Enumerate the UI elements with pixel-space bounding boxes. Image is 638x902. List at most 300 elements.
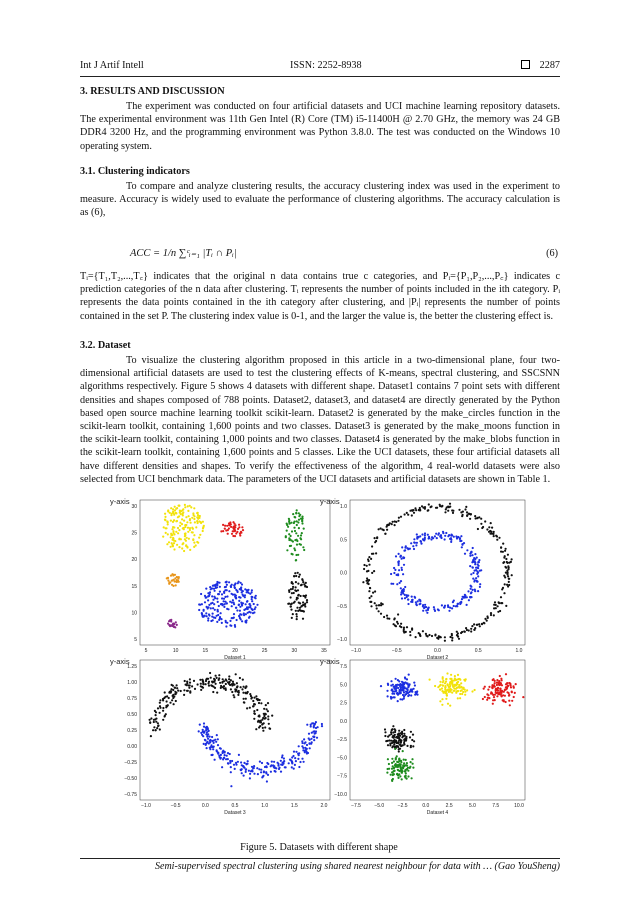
data-point bbox=[235, 532, 237, 534]
data-point bbox=[452, 512, 454, 514]
data-point bbox=[215, 683, 217, 685]
data-point bbox=[447, 703, 449, 705]
data-point bbox=[282, 763, 284, 765]
data-point bbox=[181, 518, 183, 520]
data-point bbox=[486, 620, 488, 622]
x-tick-label: 10.0 bbox=[514, 803, 524, 809]
data-point bbox=[174, 574, 176, 576]
data-point bbox=[375, 552, 377, 554]
data-point bbox=[404, 513, 406, 515]
data-point bbox=[218, 674, 220, 676]
data-point bbox=[186, 537, 188, 539]
data-point bbox=[173, 514, 175, 516]
data-point bbox=[256, 767, 258, 769]
data-point bbox=[321, 725, 323, 727]
data-point bbox=[502, 543, 504, 545]
data-point bbox=[407, 695, 409, 697]
data-point bbox=[219, 616, 221, 618]
data-point bbox=[403, 590, 405, 592]
data-point bbox=[190, 522, 192, 524]
data-point bbox=[224, 754, 226, 756]
x-tick-label: 2.5 bbox=[445, 803, 453, 809]
data-point bbox=[299, 574, 301, 576]
data-point bbox=[213, 596, 215, 598]
data-point bbox=[483, 688, 485, 690]
data-point bbox=[388, 739, 390, 741]
data-point bbox=[253, 710, 255, 712]
data-point bbox=[171, 684, 173, 686]
data-point bbox=[299, 761, 301, 763]
data-point bbox=[201, 734, 203, 736]
data-point bbox=[397, 736, 399, 738]
data-point bbox=[301, 742, 303, 744]
data-point bbox=[424, 532, 426, 534]
data-point bbox=[210, 744, 212, 746]
data-point bbox=[220, 687, 222, 689]
data-point bbox=[191, 685, 193, 687]
data-point bbox=[474, 590, 476, 592]
data-point bbox=[447, 606, 449, 608]
data-point bbox=[211, 595, 213, 597]
data-point bbox=[205, 680, 207, 682]
data-point bbox=[373, 570, 375, 572]
data-point bbox=[221, 622, 223, 624]
data-point bbox=[231, 533, 233, 535]
data-point bbox=[246, 763, 248, 765]
data-point bbox=[406, 778, 408, 780]
issn: ISSN: 2252-8938 bbox=[290, 60, 362, 71]
data-point bbox=[396, 583, 398, 585]
data-point bbox=[298, 754, 300, 756]
data-point bbox=[235, 597, 237, 599]
data-point bbox=[405, 759, 407, 761]
data-point bbox=[254, 606, 256, 608]
data-point bbox=[159, 707, 161, 709]
data-point bbox=[499, 691, 501, 693]
data-point bbox=[493, 696, 495, 698]
y-tick-label: 1.00 bbox=[127, 680, 137, 686]
subsection-paragraph: To compare and analyze clustering results, the accuracy clustering index was used in the experiment to measure. Accuracy is widely used to evaluate the performance of clustering algorithms. The accuracy calculation is as (6), bbox=[80, 181, 560, 219]
data-point bbox=[237, 761, 239, 763]
data-point bbox=[479, 583, 481, 585]
data-point bbox=[503, 557, 505, 559]
data-point bbox=[172, 511, 174, 513]
y-tick-label: 0.0 bbox=[340, 570, 347, 577]
data-point bbox=[235, 673, 237, 675]
data-point bbox=[170, 520, 172, 522]
data-point bbox=[407, 775, 409, 777]
data-point bbox=[399, 689, 401, 691]
data-point bbox=[258, 714, 260, 716]
data-point bbox=[182, 513, 184, 515]
data-point bbox=[237, 591, 239, 593]
data-point bbox=[263, 770, 265, 772]
data-point bbox=[292, 613, 294, 615]
data-point bbox=[490, 612, 492, 614]
data-point bbox=[303, 761, 305, 763]
data-point bbox=[509, 704, 511, 706]
data-point bbox=[245, 621, 247, 623]
data-point bbox=[449, 691, 451, 693]
data-point bbox=[416, 533, 418, 535]
data-point bbox=[267, 710, 269, 712]
data-point bbox=[503, 575, 505, 577]
data-point bbox=[197, 683, 199, 685]
data-point bbox=[187, 527, 189, 529]
data-point bbox=[239, 610, 241, 612]
data-point bbox=[407, 514, 409, 516]
x-tick-label: 25 bbox=[261, 648, 268, 654]
data-point bbox=[241, 688, 243, 690]
data-point bbox=[229, 620, 231, 622]
data-point bbox=[262, 730, 264, 732]
data-point bbox=[493, 614, 495, 616]
data-point bbox=[214, 590, 216, 592]
data-point bbox=[393, 572, 395, 574]
data-point bbox=[311, 732, 313, 734]
data-point bbox=[184, 524, 186, 526]
y-tick-label: 1.0 bbox=[340, 504, 347, 510]
data-point bbox=[476, 581, 478, 583]
data-point bbox=[302, 610, 304, 612]
data-point bbox=[207, 617, 209, 619]
data-point bbox=[214, 759, 216, 761]
data-point bbox=[413, 512, 415, 514]
data-point bbox=[313, 736, 315, 738]
data-point bbox=[468, 513, 470, 515]
data-point bbox=[295, 590, 297, 592]
data-point bbox=[233, 602, 235, 604]
data-point bbox=[244, 596, 246, 598]
data-point bbox=[398, 569, 400, 571]
panel-frame bbox=[140, 660, 330, 800]
data-point bbox=[486, 699, 488, 701]
data-point bbox=[290, 609, 292, 611]
data-point bbox=[226, 525, 228, 527]
data-point bbox=[169, 625, 171, 627]
data-point bbox=[245, 692, 247, 694]
data-point bbox=[212, 607, 214, 609]
data-point bbox=[213, 740, 215, 742]
data-point bbox=[224, 596, 226, 598]
data-point bbox=[511, 574, 513, 576]
data-point bbox=[421, 505, 423, 507]
data-point bbox=[207, 599, 209, 601]
data-point bbox=[172, 521, 174, 523]
data-point bbox=[505, 572, 507, 574]
data-point bbox=[403, 564, 405, 566]
data-point bbox=[251, 598, 253, 600]
data-point bbox=[476, 570, 478, 572]
data-point bbox=[153, 721, 155, 723]
y-tick-label: −10.0 bbox=[334, 792, 347, 798]
data-point bbox=[174, 691, 176, 693]
data-point bbox=[223, 757, 225, 759]
data-point bbox=[267, 702, 269, 704]
data-point bbox=[226, 584, 228, 586]
data-point bbox=[199, 724, 201, 726]
data-point bbox=[298, 745, 300, 747]
data-point bbox=[504, 566, 506, 568]
data-point bbox=[168, 541, 170, 543]
data-point bbox=[261, 776, 263, 778]
data-point bbox=[291, 553, 293, 555]
data-point bbox=[410, 761, 412, 763]
data-point bbox=[295, 532, 297, 534]
data-point bbox=[170, 534, 172, 536]
data-point bbox=[439, 504, 441, 506]
data-point bbox=[387, 744, 389, 746]
data-point bbox=[397, 561, 399, 563]
definition-paragraph: Tᵢ={T₁,T₂,...,T꜀} indicates that the original n data contains true c categories, and Pᵢ={P₁,P₂,...,P꜀} indicates c prediction categories of the n data after clustering. Tᵢ represents the number of points included in the ith category. Pᵢ represents the data points contained in the ith category after clustering, and |Pᵢ| represents the number of points contained in the set P. The clustering index value is 0-1, and the larger the value is, the better the clustering effect is. bbox=[80, 271, 560, 322]
data-point bbox=[233, 694, 235, 696]
data-point bbox=[176, 576, 178, 578]
data-point bbox=[384, 735, 386, 737]
data-point bbox=[302, 517, 304, 519]
data-point bbox=[404, 735, 406, 737]
data-point bbox=[444, 640, 446, 642]
data-point bbox=[178, 546, 180, 548]
data-point bbox=[391, 758, 393, 760]
data-point bbox=[508, 700, 510, 702]
box-icon bbox=[521, 60, 530, 69]
data-point bbox=[397, 574, 399, 576]
y-tick-label: −1.0 bbox=[337, 637, 347, 643]
data-point bbox=[223, 606, 225, 608]
data-point bbox=[231, 605, 233, 607]
x-tick-label: 1.5 bbox=[290, 803, 298, 809]
x-tick-label: −2.5 bbox=[397, 803, 408, 809]
data-point bbox=[230, 766, 232, 768]
data-point bbox=[396, 765, 398, 767]
data-point bbox=[224, 601, 226, 603]
data-point bbox=[471, 690, 473, 692]
data-point bbox=[497, 690, 499, 692]
data-point bbox=[292, 588, 294, 590]
data-point bbox=[240, 769, 242, 771]
data-point bbox=[251, 766, 253, 768]
y-axis-label: y-axis bbox=[320, 657, 340, 666]
data-point bbox=[441, 698, 443, 700]
data-point bbox=[460, 535, 462, 537]
data-point bbox=[177, 516, 179, 518]
data-point bbox=[167, 521, 169, 523]
data-point bbox=[414, 684, 416, 686]
data-point bbox=[411, 509, 413, 511]
data-point bbox=[403, 696, 405, 698]
data-point bbox=[470, 628, 472, 630]
data-point bbox=[238, 690, 240, 692]
y-tick-label: 0.50 bbox=[127, 712, 137, 718]
x-tick-label: 1.0 bbox=[515, 648, 523, 654]
data-point bbox=[393, 567, 395, 569]
data-point bbox=[457, 632, 459, 634]
data-point bbox=[166, 700, 168, 702]
data-point bbox=[268, 723, 270, 725]
data-point bbox=[474, 560, 476, 562]
data-point bbox=[484, 696, 486, 698]
data-point bbox=[465, 627, 467, 629]
x-tick-label: −1.0 bbox=[351, 648, 361, 654]
data-point bbox=[370, 595, 372, 597]
data-point bbox=[405, 738, 407, 740]
data-point bbox=[384, 533, 386, 535]
data-point bbox=[298, 519, 300, 521]
equation: ACC = 1/n ∑ᶜᵢ₌₁ |Tᵢ ∩ Pᵢ| bbox=[130, 248, 237, 259]
data-point bbox=[441, 505, 443, 507]
data-point bbox=[490, 614, 492, 616]
data-point bbox=[469, 518, 471, 520]
data-point bbox=[391, 780, 393, 782]
data-point bbox=[469, 596, 471, 598]
data-point bbox=[240, 602, 242, 604]
data-point bbox=[494, 682, 496, 684]
data-point bbox=[176, 687, 178, 689]
data-point bbox=[249, 707, 251, 709]
y-tick-label: 15 bbox=[131, 583, 137, 590]
data-point bbox=[409, 634, 411, 636]
data-point bbox=[176, 624, 178, 626]
data-point bbox=[170, 546, 172, 548]
data-point bbox=[511, 558, 513, 560]
data-point bbox=[407, 682, 409, 684]
data-point bbox=[411, 691, 413, 693]
data-point bbox=[203, 609, 205, 611]
data-point bbox=[450, 674, 452, 676]
data-point bbox=[291, 766, 293, 768]
data-point bbox=[210, 754, 212, 756]
data-point bbox=[250, 695, 252, 697]
data-point bbox=[251, 596, 253, 598]
data-point bbox=[204, 601, 206, 603]
data-point bbox=[392, 725, 394, 727]
data-point bbox=[193, 534, 195, 536]
data-point bbox=[401, 569, 403, 571]
data-point bbox=[221, 593, 223, 595]
data-point bbox=[283, 757, 285, 759]
data-point bbox=[296, 509, 298, 511]
data-point bbox=[506, 682, 508, 684]
data-point bbox=[445, 692, 447, 694]
data-point bbox=[302, 618, 304, 620]
data-point bbox=[406, 691, 408, 693]
data-point bbox=[448, 610, 450, 612]
data-point bbox=[225, 680, 227, 682]
data-point bbox=[408, 674, 410, 676]
data-point bbox=[388, 763, 390, 765]
data-point bbox=[400, 769, 402, 771]
data-point bbox=[273, 761, 275, 763]
data-point bbox=[169, 512, 171, 514]
data-point bbox=[288, 589, 290, 591]
x-tick-label: −1.0 bbox=[141, 803, 151, 809]
data-point bbox=[410, 542, 412, 544]
y-tick-label: 0.25 bbox=[127, 728, 137, 734]
data-point bbox=[165, 713, 167, 715]
data-point bbox=[398, 517, 400, 519]
data-point bbox=[418, 509, 420, 511]
data-point bbox=[363, 568, 365, 570]
data-point bbox=[291, 530, 293, 532]
data-point bbox=[261, 719, 263, 721]
data-point bbox=[183, 520, 185, 522]
data-point bbox=[397, 742, 399, 744]
data-point bbox=[216, 734, 218, 736]
data-point bbox=[188, 687, 190, 689]
data-point bbox=[397, 687, 399, 689]
data-point bbox=[427, 607, 429, 609]
data-point bbox=[395, 740, 397, 742]
data-point bbox=[394, 569, 396, 571]
data-point bbox=[500, 596, 502, 598]
data-point bbox=[431, 536, 433, 538]
data-point bbox=[220, 530, 222, 532]
data-point bbox=[239, 534, 241, 536]
data-point bbox=[492, 686, 494, 688]
data-point bbox=[195, 526, 197, 528]
data-point bbox=[411, 627, 413, 629]
data-point bbox=[401, 736, 403, 738]
data-point bbox=[219, 591, 221, 593]
data-point bbox=[387, 736, 389, 738]
data-point bbox=[395, 763, 397, 765]
data-point bbox=[313, 730, 315, 732]
data-point bbox=[412, 545, 414, 547]
data-point bbox=[239, 613, 241, 615]
data-point bbox=[414, 597, 416, 599]
data-point bbox=[468, 599, 470, 601]
data-point bbox=[167, 623, 169, 625]
data-point bbox=[477, 528, 479, 530]
data-point bbox=[498, 537, 500, 539]
data-point bbox=[235, 762, 237, 764]
data-point bbox=[461, 693, 463, 695]
data-point bbox=[246, 607, 248, 609]
data-point bbox=[297, 521, 299, 523]
data-point bbox=[288, 537, 290, 539]
data-point bbox=[304, 604, 306, 606]
data-point bbox=[239, 606, 241, 608]
data-point bbox=[300, 534, 302, 536]
data-point bbox=[201, 679, 203, 681]
data-point bbox=[400, 761, 402, 763]
data-point bbox=[230, 586, 232, 588]
data-point bbox=[266, 708, 268, 710]
data-point bbox=[232, 599, 234, 601]
data-point bbox=[309, 747, 311, 749]
data-point bbox=[243, 766, 245, 768]
data-point bbox=[201, 612, 203, 614]
data-point bbox=[194, 521, 196, 523]
data-point bbox=[299, 609, 301, 611]
data-point bbox=[406, 768, 408, 770]
data-point bbox=[215, 741, 217, 743]
data-point bbox=[407, 689, 409, 691]
data-point bbox=[165, 706, 167, 708]
data-point bbox=[490, 691, 492, 693]
data-point bbox=[412, 767, 414, 769]
data-point bbox=[252, 609, 254, 611]
figure-caption: Figure 5. Datasets with different shape bbox=[240, 842, 398, 853]
data-point bbox=[192, 538, 194, 540]
data-point bbox=[247, 592, 249, 594]
data-point bbox=[375, 540, 377, 542]
x-tick-label: 0.0 bbox=[434, 648, 441, 654]
data-point bbox=[203, 743, 205, 745]
data-point bbox=[207, 595, 209, 597]
data-point bbox=[189, 527, 191, 529]
data-point bbox=[403, 588, 405, 590]
